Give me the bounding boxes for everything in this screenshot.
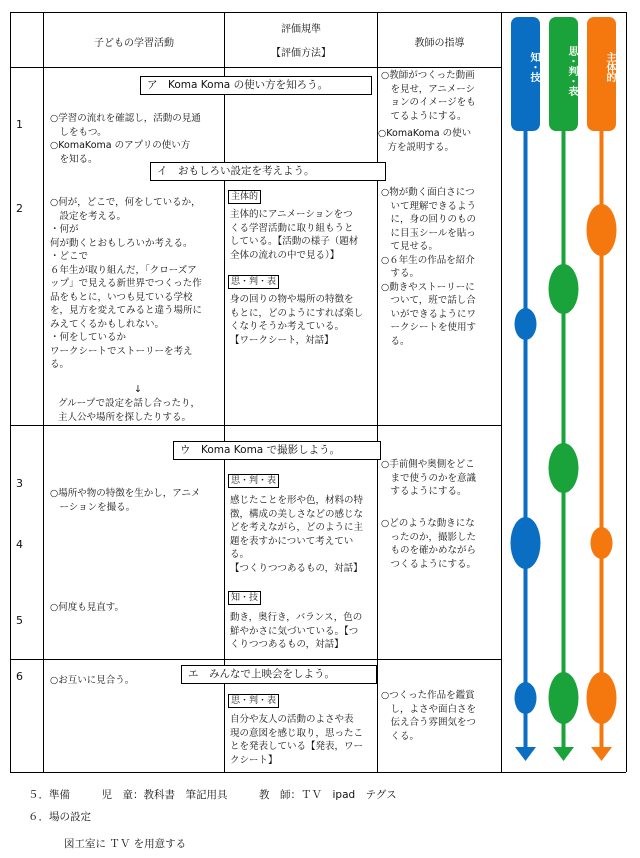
criteria-i-thinking: 身の回りの物や場所の特徴を もとに，どのようにすれば楽し くなりそうか考えている。 【ワークシート，対話】 [230, 294, 364, 346]
step-title-i: イ おもしろい設定を考えよう。 [150, 162, 386, 181]
col-divider-activity [224, 12, 225, 772]
attitude-arrow-head [591, 747, 612, 761]
criteria-tag-thinking: 思・判・表 [228, 275, 279, 289]
row-number-3: 3 [16, 477, 23, 490]
activity-i1: ○何が，どこで，何をしているか， 設定を考える。 ・何が 何が動くとおもしろいか考える。 ・どこで ６年生が取り組んだ，「クローズア ップ」で見える新世界でつくった作 品をもとに，いつも見ている学校 を，見方を変えてみると違う場所に みえてくるかもしれない。 ・何をしているか ワークシートでストーリーを考え る。 [50, 197, 203, 370]
header-criteria-title: 評価規準 [281, 24, 321, 35]
teacher-a1: ○教師がつくった動画 を見せ，アニメーシ ョンのイメージをも てるようにする。 [381, 70, 476, 122]
knowledge-eval-mark-2 [515, 308, 537, 340]
knowledge-arrow [511, 17, 541, 761]
knowledge-arrow-label: 知・技 [528, 52, 539, 82]
row-divider-2-3 [10, 425, 501, 426]
attitude-eval-mark-2 [587, 204, 617, 256]
activity-arrow-down: ↓ [134, 384, 142, 395]
attitude-arrow [587, 17, 617, 761]
thinking-eval-mark-3 [549, 443, 579, 493]
thinking-arrow-head [553, 747, 574, 761]
teacher-e1: ○つくった作品を鑑賞 し，よさや面白さを 伝え合う雰囲気をつ くる。 [381, 690, 477, 742]
thinking-arrow-shaft [562, 123, 566, 750]
thinking-eval-mark-6 [549, 672, 579, 724]
criteria-e-tag-thinking: 思・判・表 [228, 694, 279, 708]
criteria-u-knowledge: 動き，奥行き，バランス，色の 鮮やかさに気づいている。【つ くりつつあるもの，対話】 [230, 612, 363, 650]
attitude-eval-mark-6 [587, 672, 617, 724]
knowledge-arrow-head [515, 747, 536, 761]
knowledge-eval-mark-4 [511, 517, 541, 569]
setting-detail: 図工室に ＴＶ を用意する [64, 838, 187, 850]
activity-i2: グループで設定を話し合ったり， 主人公や場所を探したりする。 [58, 398, 201, 423]
table-bottom-border [10, 772, 626, 773]
step-title-a: ア Koma Koma の使い方を知ろう。 [140, 76, 372, 95]
criteria-u-thinking: 感じたことを形や色，材料の特 徴，構成の美しさなどの感じな どを考えながら，どのように主 題を表すかについて考えてい る。 【つくりつつあるもの，対話】 [230, 495, 364, 574]
activity-u1: ○場所や物の特徴を生かし，アニメ ーションを撮る。 [50, 488, 201, 513]
activity-e1: ○お互いに見合う。 [50, 675, 135, 686]
attitude-arrow-label: 主体的 [604, 52, 615, 82]
knowledge-eval-mark-6 [515, 682, 537, 714]
teacher-i1: ○物が動く面白さにつ いて理解できるよう に，身の回りのもの に目玉シールを貼っ て見せる。 ○６年生の作品を紹介 する。 ○動きやストーリーに ついて，班で話し合 いができるようにワ ークシートを使用す る。 [381, 187, 477, 347]
col-divider-num [43, 12, 44, 772]
knowledge-arrow-shaft [524, 123, 528, 750]
thinking-eval-mark-2 [549, 264, 579, 314]
header-criteria [225, 18, 377, 66]
step-title-e: エ みんなで上映会をしよう。 [181, 665, 377, 684]
row-number-1: 1 [16, 118, 23, 131]
row-divider-5-6 [10, 659, 501, 660]
thinking-arrow-label: 思・判・表 [566, 46, 577, 96]
header-activity: 子どもの学習活動 [94, 38, 174, 49]
activity-a1: ○学習の流れを確認し，活動の見通 しをもつ。 ○KomaKoma のアプリの使い方 を知る。 [50, 113, 201, 165]
criteria-i-attitude: 主体的にアニメーションをつ くる学習活動に取り組もうと している。【活動の様子（題材 全体の流れの中で見る）】 [230, 209, 359, 261]
row-number-6: 6 [16, 670, 23, 683]
col-divider-criteria [377, 12, 378, 772]
preparation-line: ５．準備 児 童：教科書 筆記用具 教 師：ＴＶ ipad テグス [28, 789, 397, 801]
row-number-5: 5 [16, 614, 23, 627]
criteria-u-tag-thinking: 思・判・表 [228, 474, 279, 488]
setting-heading: ６．場の設定 [28, 811, 91, 823]
criteria-e-thinking: 自分や友人の活動のよさや表 現の意図を感じ取り，思ったこ とを発表している【発表，ワー クシート】 [230, 714, 364, 766]
row-number-4: 4 [16, 538, 23, 551]
header-criteria-method: 【評価方法】 [271, 48, 331, 59]
header-divider [10, 67, 501, 68]
criteria-u-tag-knowledge: 知・技 [228, 591, 261, 605]
thinking-arrow [549, 17, 579, 761]
evaluation-arrows [502, 13, 625, 771]
attitude-eval-mark-4 [591, 527, 613, 559]
teacher-u2: ○どのような動きにな ったのか，撮影した ものを確かめながら つくるようにする。 [381, 518, 477, 570]
teacher-u1: ○手前側や奥側をどこ まで使うのかを意識 するようにする。 [381, 459, 477, 497]
step-title-u: ウ Koma Koma で撮影しよう。 [173, 441, 381, 460]
table-left-border [10, 12, 11, 772]
teacher-a2: ○KomaKoma の使い 方を説明する。 [378, 128, 472, 153]
criteria-tag-attitude: 主体的 [228, 190, 261, 204]
header-teacher: 教師の指導 [414, 38, 465, 49]
row-number-2: 2 [16, 202, 23, 215]
activity-u2: ○何度も見直す。 [50, 602, 125, 613]
table-right-border [626, 12, 627, 772]
